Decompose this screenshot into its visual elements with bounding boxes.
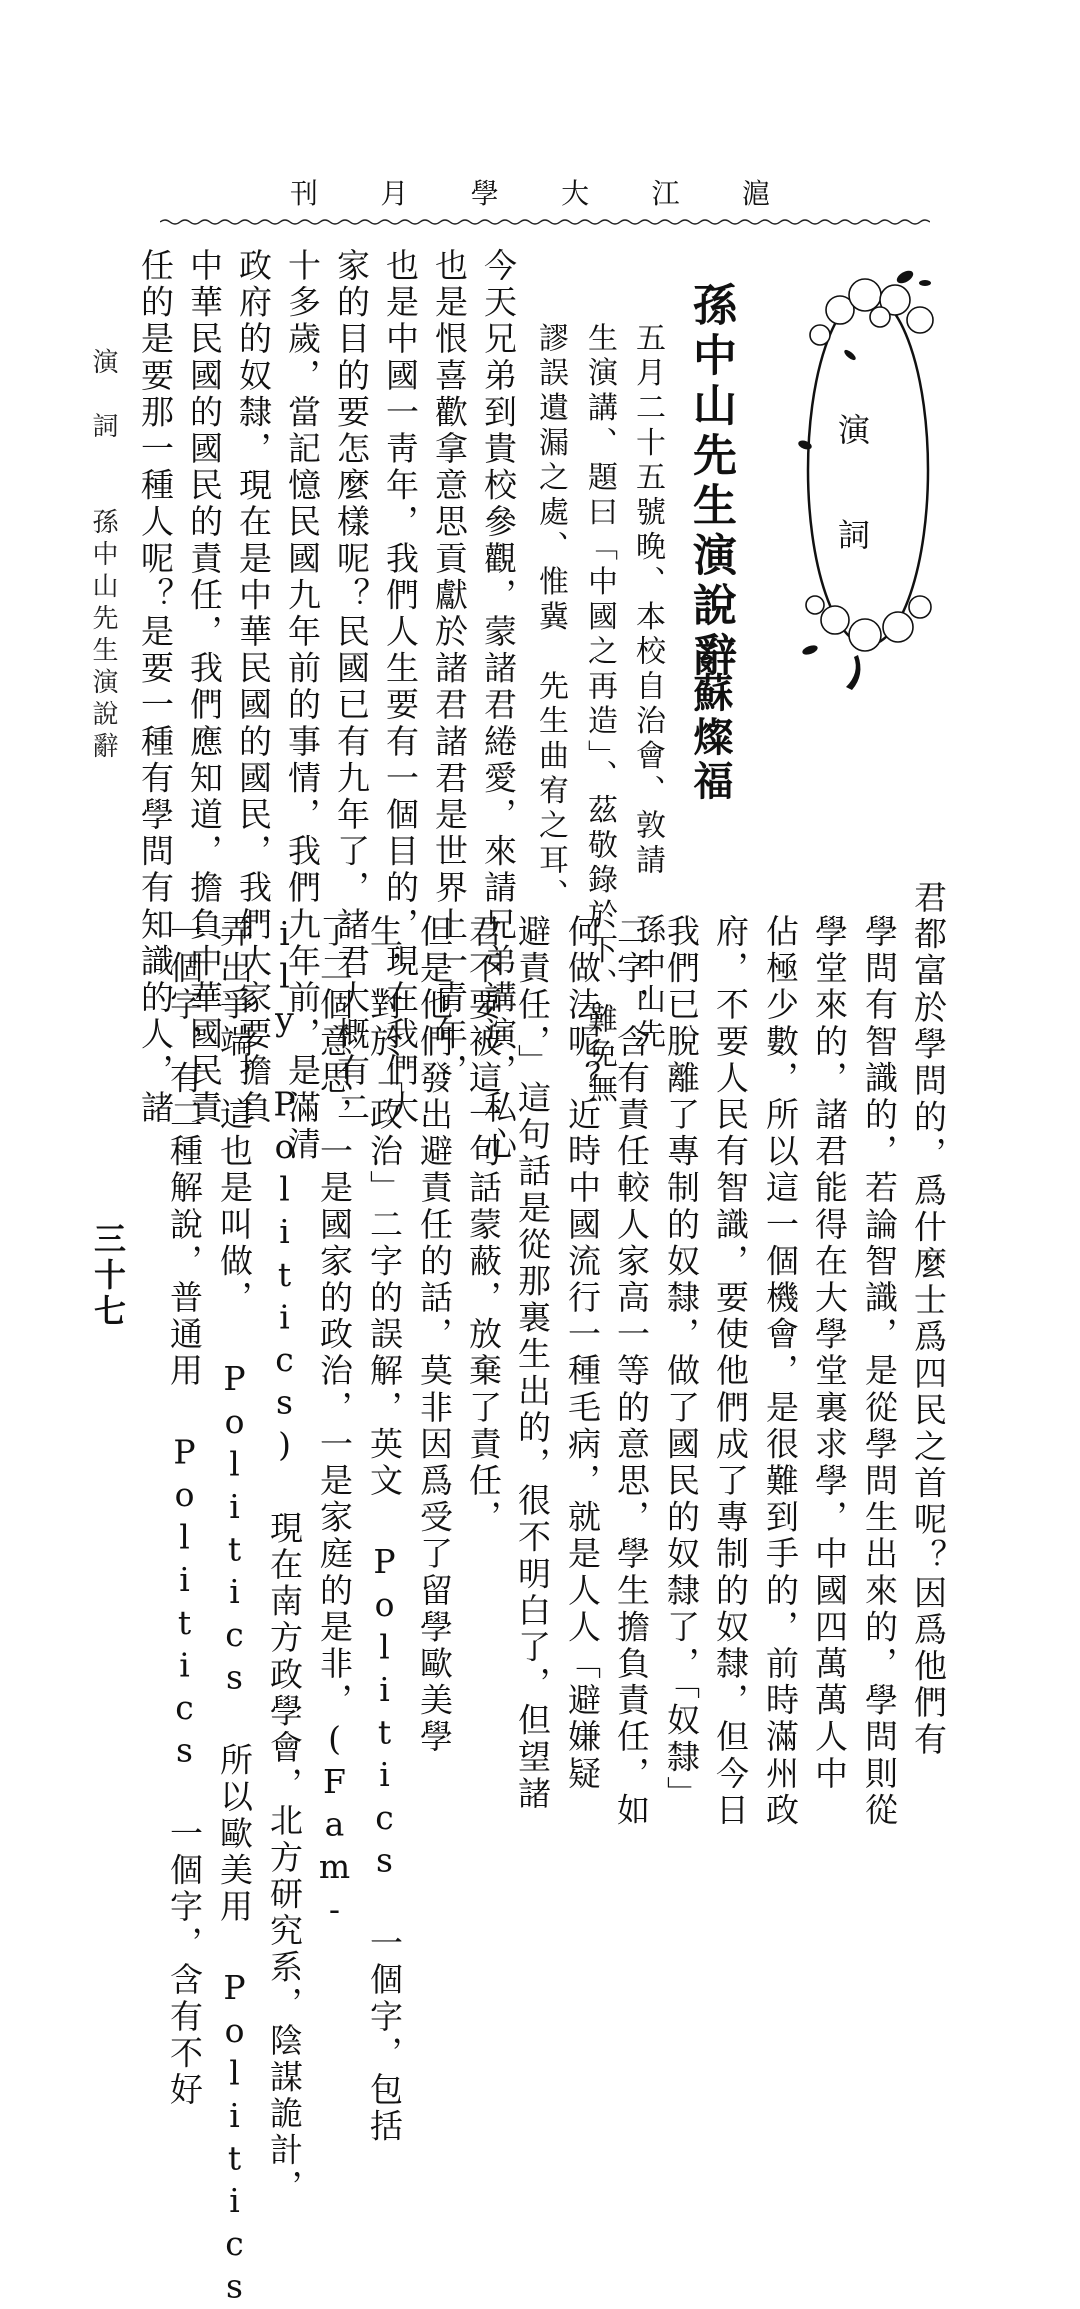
body-column: 也是中國一靑年，我們人生要有一個目的，現在我們大 [381,248,420,1127]
body-column: 弄出爭端，這也是叫做， Politics 所以歐美用 Politics [215,914,254,2309]
article-author: 蘇燦福 [687,672,734,804]
header-char: 刊 [290,177,319,210]
section-label-top: 演 [838,411,871,449]
body-column: 府，不要人民有智識，要使他們成了專制的奴隸，但今日 [711,914,750,1829]
header-char: 滬 [741,177,770,210]
wavy-rule-divider [160,218,930,226]
intro-line: 生演講、題曰「中國之再造」、茲敬錄於下、難免無 [582,322,617,1108]
body-column: 學問有智識的，若論智識，是從學問生出來的，學問則從 [860,914,899,1829]
body-column: 任的是要那一種人呢？是要一種有學問有知識的人，諸 [136,248,175,1127]
page-number: 三十七 [89,1222,127,1330]
body-column: 十多歲，當記憶民國九年前的事情，我們九年前，是滿清 [283,248,322,1163]
header-char: 月 [380,177,409,210]
footer-running-title: 孫中山先生演說辭 [88,508,118,764]
section-label-bottom: 詞 [838,516,871,554]
body-column: 學堂來的，諸君能得在大學堂裏求學，中國四萬萬人中 [810,914,849,1793]
header-char: 大 [561,177,590,210]
body-column: 二字，含有責任較人家高一等的意思，學生擔負責任，如 [612,914,651,1829]
body-column: ily Politics) 現在南方政學會，北方研究系，陰謀詭計， [265,914,304,2206]
body-column: 了二個意思，一是國家的政治，一是家庭的是非，(Fam- [315,914,354,1933]
body-column: 生，對於「政治」二字的誤解，英文 Politics 一個字，包括 [365,914,404,2146]
section-ornament [780,255,955,695]
body-column: 政府的奴隸，現在是中華民國的國民，我們大家要擔負 [234,248,273,1127]
header-char: 學 [470,177,499,210]
article-title: 孫中山先生演說辭 [685,282,736,682]
body-column: 也是恨喜歡拿意思貢獻於諸君諸君是世界上一青年， [430,248,469,1090]
body-column: 一個字，有二種解說，普通用 Politics 一個字，含有不好 [165,914,204,2109]
body-column: 何做法呢？近時中國流行一種毛病，就是人人「避嫌疑 [563,914,602,1793]
body-column: 但是他們發出避責任的話，莫非因爲受了留學歐美學 [415,914,454,1756]
body-column: 君不要被這一句話蒙蔽，放棄了責任， [464,914,503,1537]
body-column: 中華民國的國民的責任，我們應知道，擔負中華國民責 [185,248,224,1127]
intro-line: 五月二十五號晚、本校自治會、敦請 孫中山先 [630,322,665,1053]
body-column: 避責任，」這句話是從那裏生出的，很不明白了，但望諸 [513,914,552,1813]
floral-wreath-icon [780,255,955,695]
journal-header [290,172,770,212]
intro-line: 謬誤遺漏之處、惟冀 先生曲宥之耳、 [533,322,568,914]
footer-section-label: 演 詞 [88,348,118,444]
body-column: 今天兄弟到貴校參觀，蒙諸君綣愛，來請兄弟講演，私心 [479,248,518,1163]
body-column: 佔極少數，所以這一個機會，是很難到手的，前時滿州政 [761,914,800,1829]
body-column: 君都富於學問的，爲什麼士爲四民之首呢？因爲他們有 [909,880,948,1759]
body-column: 我們已脫離了專制的奴隸，做了國民的奴隸了，「奴隸」 [662,914,701,1813]
header-char: 江 [651,177,680,210]
body-column: 家的目的要怎麼樣呢？民國已有九年了，諸君大概有二 [332,248,371,1127]
